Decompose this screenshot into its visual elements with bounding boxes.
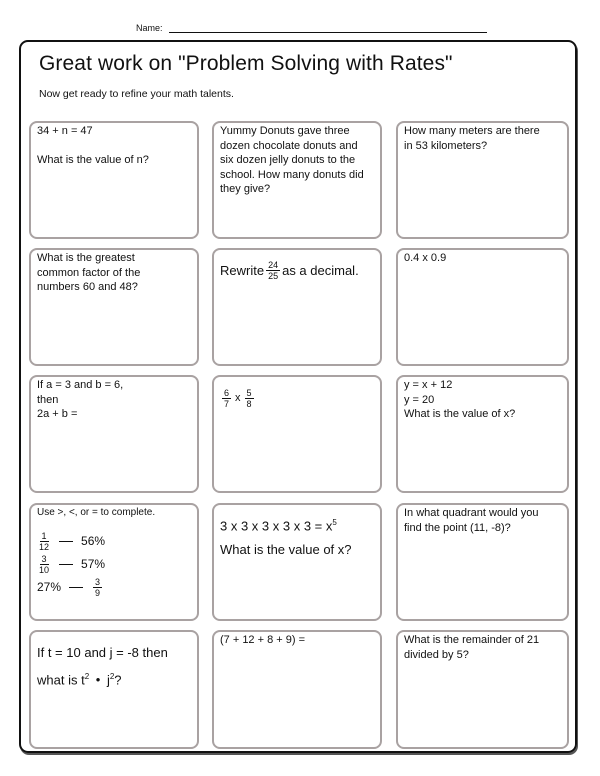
problem-text: then	[37, 393, 59, 406]
problem-text: (7 + 12 + 8 + 9) =	[220, 634, 306, 646]
problem-text: Yummy Donuts gave three dozen chocolate donuts and six dozen jelly donuts to the school. How many donuts did they give?	[220, 125, 364, 195]
problem-box-10[interactable]	[29, 503, 199, 621]
comparison-row: 27% $\frac{3}{9}$	[37, 576, 101, 598]
problem-box-2[interactable]	[212, 121, 382, 239]
worksheet-subtitle: Now get ready to refine your math talents.	[39, 88, 234, 100]
answer-blank[interactable]	[59, 564, 73, 565]
comparison-row: $\frac{1}{12}$ 56%	[39, 530, 106, 552]
problem-box-12[interactable]	[396, 503, 569, 621]
fraction: $\frac{3}{9}$	[95, 576, 101, 598]
problem-text: y = x + 12	[404, 379, 453, 391]
problem-instruction: Use >, <, or = to complete.	[37, 507, 156, 518]
problem-text: What is the greatest common factor of the numbers 60 and 48?	[37, 252, 141, 293]
answer-blank[interactable]	[69, 587, 83, 588]
fraction: $\frac{6}{7}$	[224, 388, 230, 409]
problem-equation: 3 x 3 x 3 x 3 x 3 = x	[220, 518, 333, 534]
exponent: 5	[332, 518, 337, 527]
operator: x	[235, 392, 241, 405]
problem-box-1[interactable]	[29, 121, 199, 239]
problem-box-3[interactable]	[396, 121, 569, 239]
dot-operator: •	[95, 672, 101, 688]
problem-box-6[interactable]	[396, 248, 569, 366]
problem-text: as a decimal.	[282, 262, 359, 278]
problem-text: What is the value of x?	[220, 542, 352, 558]
fraction: $\frac{3}{10}$	[39, 553, 50, 575]
name-line[interactable]	[169, 23, 487, 33]
problem-box-13[interactable]: If t = 10 and j = -8 then what is $t^2$ • $j^2$?	[29, 630, 199, 749]
worksheet-title: Great work on "Problem Solving with Rates"	[39, 52, 453, 75]
problem-text: 34 + n = 47	[37, 125, 93, 137]
exponent: 2	[109, 672, 115, 681]
problem-text: If t = 10 and j = -8 then	[37, 645, 168, 660]
exponent: 2	[84, 672, 90, 681]
fraction: $\frac{1}{12}$	[39, 530, 50, 552]
problem-text: y = 20	[404, 393, 435, 406]
problem-text: In what quadrant would you find the point (11, -8)?	[404, 507, 539, 534]
name-field[interactable]	[136, 23, 487, 33]
problem-text: What is the remainder of 21 divided by 5?	[404, 634, 540, 661]
problem-text: If a = 3 and b = 6,	[37, 379, 124, 391]
fraction: $\frac{24}{25}$	[268, 260, 279, 281]
problem-box-4[interactable]	[29, 248, 199, 366]
problem-box-11[interactable]	[212, 503, 382, 621]
problem-text: Rewrite	[220, 262, 265, 278]
problem-box-8[interactable]	[212, 375, 382, 493]
problem-box-7[interactable]	[29, 375, 199, 493]
comparison-row: $\frac{3}{10}$ 57%	[39, 553, 106, 575]
problem-box-15[interactable]	[396, 630, 569, 749]
answer-blank[interactable]	[59, 541, 73, 542]
problem-box-9[interactable]	[396, 375, 569, 493]
problem-text: 0.4 x 0.9	[404, 252, 447, 264]
problem-box-5[interactable]	[212, 248, 382, 366]
problem-box-14[interactable]	[212, 630, 382, 749]
problem-text: What is the value of x?	[404, 408, 516, 420]
problem-text: How many meters are there in 53 kilometers?	[404, 125, 540, 152]
problem-text: 2a + b =	[37, 408, 78, 420]
fraction: $\frac{5}{8}$	[246, 388, 252, 409]
problem-text: What is the value of n?	[37, 153, 149, 166]
name-label: Name:	[136, 23, 163, 33]
